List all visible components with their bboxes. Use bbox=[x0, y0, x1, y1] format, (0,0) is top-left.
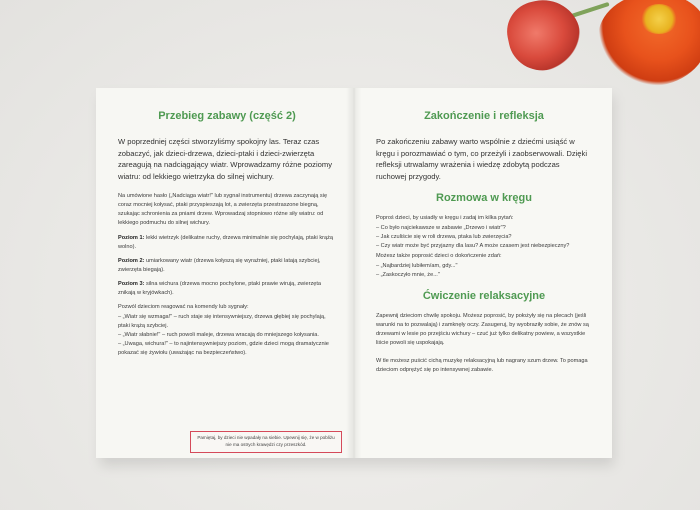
list-item: – „Zaskoczyło mnie, że..." bbox=[376, 272, 440, 278]
questions-list bbox=[376, 224, 592, 251]
left-page bbox=[96, 88, 354, 458]
list-item: – „Najbardziej lubiłem/am, gdy..." bbox=[376, 263, 458, 269]
list-item: – „Wiatr słabnie!" – ruch powoli maleje, drzewa wracają do mniejszego kołysania. bbox=[118, 332, 319, 338]
wind-level-3 bbox=[118, 280, 336, 298]
list-item: – Co było najciekawsze w zabawie „Drzewo i wiatr"? bbox=[376, 225, 506, 231]
wind-level-2-label: Poziom 2: bbox=[118, 258, 145, 264]
commands-list bbox=[118, 313, 336, 358]
right-intro: Po zakończeniu zabawy warto wspólnie z dziećmi usiąść w kręgu i porozmawiać o tym, co przeżyli i zaobserwowali. Dzięki refleksji utrwalamy wrażenia i wiedzę zdobytą podczas ruchowej przygody. bbox=[376, 137, 588, 181]
wind-level-1-label: Poziom 1: bbox=[118, 235, 145, 241]
booklet-spine bbox=[346, 88, 362, 458]
relax-paragraph-1: Zapewnij dzieciom chwilę spokoju. Możesz poprosić, by położyły się na plecach (jeśli warunki na to pozwalają) i zamknęły oczy. Zasugeruj, by wyobraziły sobie, że znów są drzewami w lesie po przejściu wichury – czuć już tylko delikatny powiew, a wszystkie liście powoli się uspokajają. bbox=[376, 313, 589, 346]
commands-intro: Pozwól dzieciom reagować na komendy lub sygnały: bbox=[118, 304, 249, 310]
completions-list bbox=[376, 262, 592, 280]
list-item: – Czy wiatr może być przyjazny dla lasu? A może czasem jest niebezpieczny? bbox=[376, 243, 570, 249]
wind-level-2-text: umiarkowany wiatr (drzewa kołyszą się wyraźniej, ptaki latają szybciej, zwierzęta biegają). bbox=[118, 258, 321, 273]
wind-level-1 bbox=[118, 234, 336, 252]
poppy-center bbox=[640, 4, 678, 34]
relax-paragraph-2: W tle możesz puścić cichą muzykę relaksacyjną lub nagrany szum drzew. To pomaga dzieciom odprężyć się po intensywnej zabawie. bbox=[376, 358, 588, 373]
left-intro: W poprzedniej części stworzyliśmy spokojny las. Teraz czas zobaczyć, jak dzieci-drzewa, dzieci-ptaki i dzieci-zwierzęta zareagują na nadciągający wiatr. Wprowadzamy różne poziomy wiatru: od lekkiego wietrzyka do silnej wichury. bbox=[118, 137, 332, 181]
wind-level-3-text: silna wichura (drzewa mocno pochylone, ptaki prawie wirują, zwierzęta znikają w kryjówkach). bbox=[118, 281, 322, 296]
right-page-title: Zakończenie i refleksja bbox=[424, 110, 544, 122]
circle-intro: Poproś dzieci, by usiadły w kręgu i zadaj im kilka pytań: bbox=[376, 215, 514, 221]
list-item: – Jak czuliście się w roli drzewa, ptaka lub zwierzęcia? bbox=[376, 234, 512, 240]
list-item: – „Uwaga, wichura!" – to najintensywniejszy poziom, gdzie dzieci mogą dramatycznie pokazać się żywiołu (uważając na bezpieczeństwo). bbox=[118, 341, 329, 356]
safety-note-box: Pamiętaj, by dzieci nie wpadały na siebie. Upewnij się, że w pobliżu nie ma ostrych krawędzi czy przeszkód. bbox=[190, 431, 342, 453]
left-page-title: Przebieg zabawy (część 2) bbox=[158, 110, 296, 122]
list-item: – „Wiatr się wzmaga!" – ruch staje się intensywniejszy, drzewa głębiej się pochylają, ptaki krążą szybciej. bbox=[118, 314, 326, 329]
wind-level-2 bbox=[118, 257, 336, 275]
wind-level-1-text: lekki wietrzyk (delikatne ruchy, drzewa minimalnie się pochylają, ptaki krążą wolno). bbox=[118, 235, 334, 250]
complete-intro: Możesz także poprosić dzieci o dokończenie zdań: bbox=[376, 253, 502, 259]
relax-section-title: Ćwiczenie relaksacyjne bbox=[422, 290, 546, 302]
left-paragraph-1: Na umówione hasło („Nadciąga wiatr!" lub sygnał instrumentu) drzewa zaczynają się coraz mocniej kołysać, ptaki przyspieszają lot, a zwierzęta przestraszone biegną, szukając schronienia za pniami drzew. Wprowadzaj stopniowo różne siły wiatru: od lekkiego podmuchu do silnej wichury. bbox=[118, 193, 328, 226]
circle-section-title: Rozmowa w kręgu bbox=[436, 192, 532, 204]
wind-level-3-label: Poziom 3: bbox=[118, 281, 145, 287]
right-page bbox=[354, 88, 612, 458]
